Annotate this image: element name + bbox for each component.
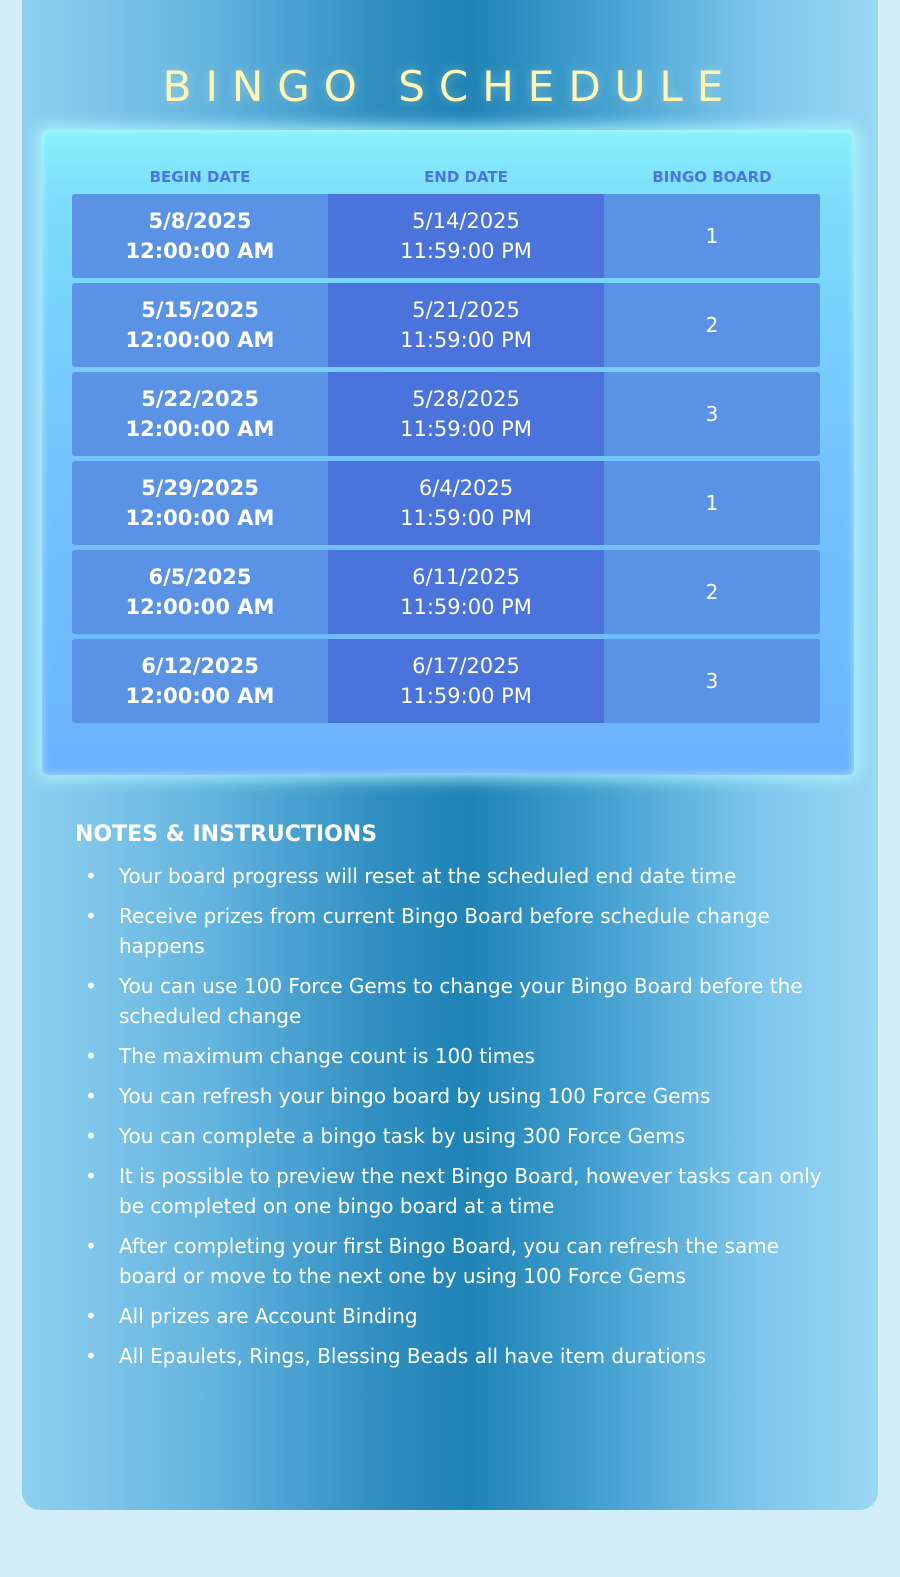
note-text: You can refresh your bingo board by using 100 Force Gems [119,1084,711,1108]
bullet-icon: • [85,1124,97,1148]
table-row [72,372,820,456]
end-time: 11:59:00 PM [400,328,532,352]
begin-date: 5/29/2025 [141,476,259,500]
begin-date: 5/22/2025 [141,387,259,411]
begin-date-cell [72,639,328,723]
table-row [72,550,820,634]
bullet-icon: • [85,1164,97,1188]
begin-time: 12:00:00 AM [125,328,275,352]
end-date-cell [328,194,604,278]
end-date-cell [328,639,604,723]
table-row [72,461,820,545]
list-item [75,1301,835,1331]
end-time: 11:59:00 PM [400,684,532,708]
list-item [75,1041,835,1071]
table-row [72,639,820,723]
bingo-board-cell: 2 [705,313,719,337]
end-date-cell [328,461,604,545]
bullet-icon: • [85,1084,97,1108]
begin-date-cell [72,550,328,634]
end-time: 11:59:00 PM [400,239,532,263]
end-date-cell [328,550,604,634]
bingo-board-cell: 3 [705,402,719,426]
begin-time: 12:00:00 AM [125,595,275,619]
table-row [72,283,820,367]
schedule-table [42,130,854,775]
column-header-begin-date: BEGIN DATE [149,168,251,186]
begin-date-cell [72,461,328,545]
begin-date-cell [72,372,328,456]
begin-date: 6/5/2025 [148,565,252,589]
note-text: All prizes are Account Binding [119,1304,418,1328]
list-item [75,1121,835,1151]
begin-date: 5/8/2025 [148,209,252,233]
begin-time: 12:00:00 AM [125,417,275,441]
bullet-icon: • [85,974,97,998]
begin-date: 6/12/2025 [141,654,259,678]
begin-date-cell [72,283,328,367]
bingo-board-cell: 1 [705,224,719,248]
note-text: Your board progress will reset at the scheduled end date time [119,864,737,888]
end-date: 6/11/2025 [412,565,520,589]
end-time: 11:59:00 PM [400,595,532,619]
page-title: BINGO SCHEDULE [162,62,738,111]
end-date-cell [328,372,604,456]
list-item [75,861,835,891]
bullet-icon: • [85,1234,97,1258]
bullet-icon: • [85,1304,97,1328]
begin-date-cell [72,194,328,278]
end-time: 11:59:00 PM [400,506,532,530]
end-date: 6/17/2025 [412,654,520,678]
begin-time: 12:00:00 AM [125,239,275,263]
list-item [75,1081,835,1111]
end-date: 5/28/2025 [412,387,520,411]
list-item [75,901,835,961]
end-date: 5/14/2025 [412,209,520,233]
list-item [75,1231,835,1291]
table-row [72,194,820,278]
list-item [75,971,835,1031]
list-item [75,1161,835,1221]
note-text: You can complete a bingo task by using 300 Force Gems [119,1124,686,1148]
table-header [72,168,820,192]
bingo-board-cell: 3 [705,669,719,693]
begin-time: 12:00:00 AM [125,684,275,708]
note-text: All Epaulets, Rings, Blessing Beads all have item durations [119,1344,706,1368]
note-text: Receive prizes from current Bingo Board before schedule change happens [119,904,770,958]
schedule-card [22,0,878,1510]
bullet-icon: • [85,1044,97,1068]
bingo-board-cell: 2 [705,580,719,604]
end-date: 5/21/2025 [412,298,520,322]
note-text: You can use 100 Force Gems to change your Bingo Board before the scheduled change [119,974,803,1028]
end-date: 6/4/2025 [418,476,514,500]
column-header-end-date: END DATE [424,168,508,186]
notes-list [75,861,835,1371]
begin-date: 5/15/2025 [141,298,259,322]
note-text: The maximum change count is 100 times [119,1044,535,1068]
end-time: 11:59:00 PM [400,417,532,441]
list-item [75,1341,835,1371]
notes-title: NOTES & INSTRUCTIONS [75,822,378,847]
begin-time: 12:00:00 AM [125,506,275,530]
note-text: It is possible to preview the next Bingo Board, however tasks can only be completed on one bingo board at a time [119,1164,822,1218]
bingo-board-cell: 1 [705,491,719,515]
bullet-icon: • [85,1344,97,1368]
column-header-bingo-board: BINGO BOARD [652,168,772,186]
end-date-cell [328,283,604,367]
bullet-icon: • [85,864,97,888]
bullet-icon: • [85,904,97,928]
notes-section [75,822,835,1381]
note-text: After completing your first Bingo Board, you can refresh the same board or move to the next one by using 100 Force Gems [119,1234,779,1288]
